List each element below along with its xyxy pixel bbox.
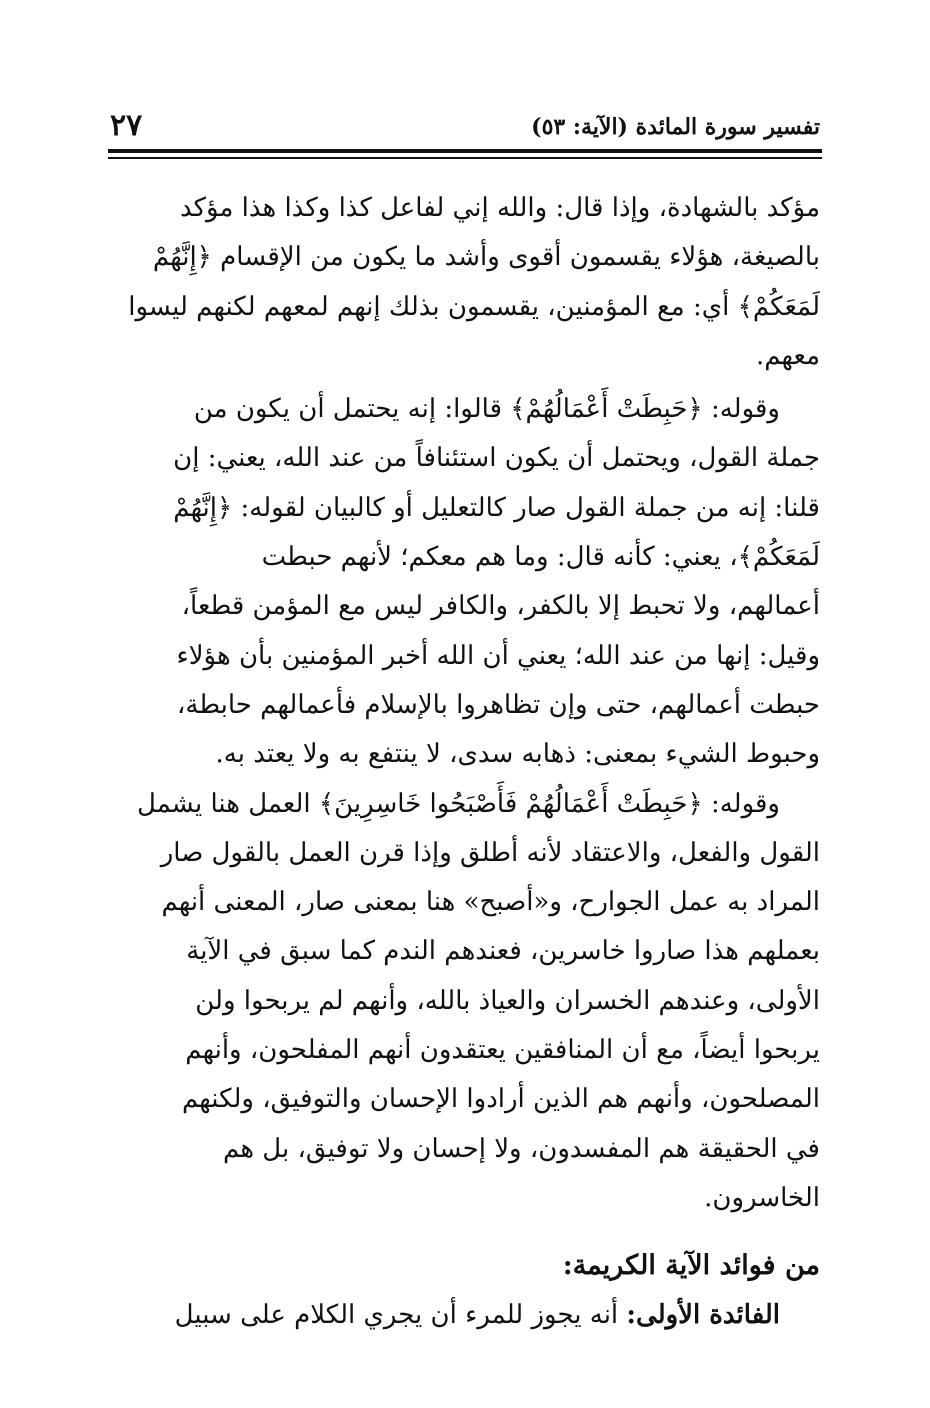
text-line: لَمَعَكُمْ﴾ أي: مع المؤمنين، يقسمون بذلك إنهم لمعهم لكنهم ليسوا xyxy=(128,291,820,322)
running-title: تفسير سورة المائدة (الآية: ٥٣) xyxy=(531,114,820,140)
text-line: معهم. xyxy=(755,340,820,371)
text-line: في الحقيقة هم المفسدون، ولا إحسان ولا توفيق، بل هم xyxy=(223,1133,820,1164)
text-line: حبطت أعمالهم، حتى وإن تظاهروا بالإسلام فأعمالهم حابطة، xyxy=(176,689,820,720)
section-heading: من فوائد الآية الكريمة: xyxy=(562,1250,820,1282)
text-line: أعمالهم، ولا تحبط إلا بالكفر، والكافر ليس مع المؤمن قطعاً، xyxy=(181,591,820,622)
text-line: وقوله: ﴿حَبِطَتْ أَعْمَالُهُمْ﴾ قالوا: إنه يحتمل أن يكون من xyxy=(193,394,780,425)
text-line: لَمَعَكُمْ﴾، يعني: كأنه قال: وما هم معكم؛ لأنهم حبطت xyxy=(261,542,820,573)
paragraph-4 xyxy=(104,1291,820,1340)
page-header xyxy=(110,108,820,148)
paragraph-3 xyxy=(104,780,820,1224)
benefit-text: أنه يجوز للمرء أن يجري الكلام على سبيل xyxy=(174,1299,627,1330)
text-line: بالصيغة، هؤلاء يقسمون أقوى وأشد ما يكون من الإقسام ﴿إِنَّهُمْ xyxy=(152,242,820,273)
text-line: وحبوط الشيء بمعنى: ذهابه سدى، لا ينتفع به ولا يعتد به. xyxy=(215,739,820,770)
paragraph-2 xyxy=(104,385,820,779)
header-rule-thick xyxy=(108,149,822,153)
text-line: القول والفعل، والاعتقاد لأنه أطلق وإذا قرن العمل بالقول صار xyxy=(160,837,820,868)
page-number: ٢٧ xyxy=(110,108,143,143)
text-line: وقيل: إنها من عند الله؛ يعني أن الله أخبر المؤمنين بأن هؤلاء xyxy=(176,640,820,671)
benefit-term: الفائدة الأولى: xyxy=(626,1299,780,1330)
body-text xyxy=(104,184,820,1340)
text-line: جملة القول، ويحتمل أن يكون استئنافاً من عند الله، يعني: إن xyxy=(173,443,820,474)
text-line: بعملهم هذا صاروا خاسرين، فعندهم الندم كما سبق في الآية xyxy=(186,936,820,967)
header-rule-thin xyxy=(108,157,822,159)
text-line: يربحوا أيضاً، مع أن المنافقين يعتقدون أنهم المفلحون، وأنهم xyxy=(185,1035,820,1066)
text-line: مؤكد بالشهادة، وإذا قال: والله إني لفاعل كذا وكذا هذا مؤكد xyxy=(180,193,820,223)
text-line: المراد به عمل الجوارح، و«أصبح» هنا بمعنى صار، المعنى أنهم xyxy=(161,887,820,918)
text-line: قلنا: إنه من جملة القول صار كالتعليل أو كالبيان لقوله: ﴿إِنَّهُمْ xyxy=(173,492,820,523)
text-line: الخاسرون. xyxy=(704,1182,820,1213)
text-line: الأولى، وعندهم الخسران والعياذ بالله، وأنهم لم يربحوا ولن xyxy=(195,985,820,1016)
text-line: المصلحون، وأنهم هم الذين أرادوا الإحسان والتوفيق، ولكنهم xyxy=(181,1084,820,1115)
text-line: وقوله: ﴿حَبِطَتْ أَعْمَالُهُمْ فَأَصْبَحُوا خَاسِرِينَ﴾ العمل هنا يشمل xyxy=(137,788,780,819)
text-line xyxy=(104,1291,820,1340)
paragraph-1 xyxy=(104,184,820,381)
